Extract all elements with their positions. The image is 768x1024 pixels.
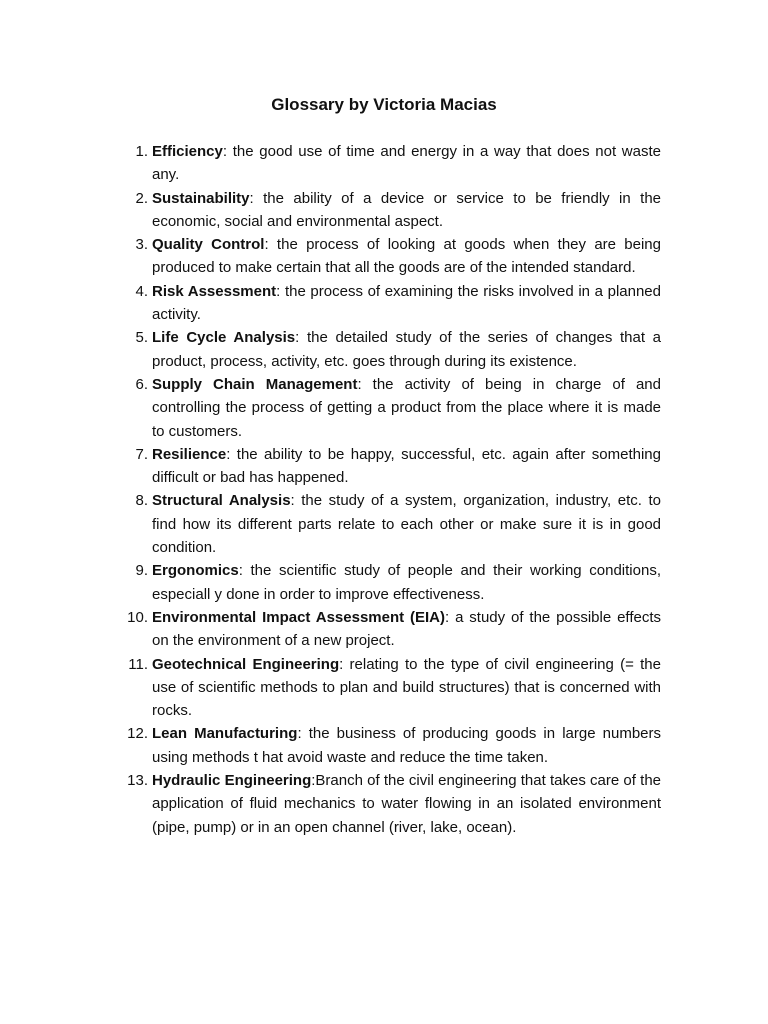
entry-term: Supply Chain Management [152,375,358,393]
glossary-entry [118,233,661,280]
page-title: Glossary by Victoria Macias [271,95,497,114]
entry-term: Quality Control [152,236,265,254]
entry-number: 7. [135,445,148,463]
glossary-entry [118,489,661,559]
entry-definition: : relating to the type of civil engineering (= the use of scientific methods to plan and build structures) that is concerned with rocks. [152,655,661,720]
entry-term: Environmental Impact Assessment (EIA) [152,608,446,626]
entry-term: Resilience [152,445,227,463]
entry-definition: :Branch of the civil engineering that takes care of the application of fluid mechanics to water flowing in an isolated environment (pipe, pump) or in an open channel (river, lake, ocean). [152,772,662,836]
entry-number: 10. [127,608,148,626]
entry-number: 4. [135,282,148,300]
entry-number: 8. [135,492,148,510]
entry-term: Lean Manufacturing [152,725,298,743]
entry-term: Hydraulic Engineering [152,772,312,790]
entry-term: Life Cycle Analysis [152,329,296,347]
entry-term: Geotechnical Engineering [152,655,340,673]
entry-number: 3. [135,236,148,254]
entry-definition: : the process of examining the risks involved in a planned activity. [152,282,661,324]
entry-term: Ergonomics [152,562,239,580]
entry-term: Efficiency [152,143,223,160]
entry-number: 2. [135,189,148,207]
glossary-entry [118,280,661,327]
glossary-entry [118,373,661,443]
entry-number: 9. [135,562,148,580]
entry-term: Risk Assessment [152,282,277,300]
entry-number: 1. [135,143,148,160]
entry-number: 6. [135,375,148,393]
glossary-entry [118,769,661,839]
entry-number: 13. [127,772,148,790]
entry-definition: : the activity of being in charge of and controlling the process of getting a product from the place where it is made to customers. [152,375,661,440]
entry-definition: : the ability of a device or service to be friendly in the economic, social and environmental aspect. [152,189,661,230]
glossary-entry [118,722,661,769]
entry-definition: : the scientific study of people and their working conditions, especiall y done in order to improve effectiveness. [152,562,661,603]
entry-number: 11. [128,655,148,673]
glossary-entry [118,140,661,187]
glossary-list [118,140,661,839]
entry-definition: : a study of the possible effects on the environment of a new project. [152,608,661,650]
entry-definition: : the good use of time and energy in a way that does not waste any. [152,143,661,184]
entry-definition: : the process of looking at goods when they are being produced to make certain that all the goods are of the intended standard. [152,236,661,277]
entry-definition: : the business of producing goods in large numbers using methods t hat avoid waste and reduce the time taken. [152,725,661,766]
glossary-entry [118,187,661,234]
glossary-entry [118,326,661,373]
glossary-entry [118,559,661,606]
glossary-entry [118,606,661,653]
glossary-entry [118,653,661,723]
entry-definition: : the detailed study of the series of changes that a product, process, activity, etc. goes through during its existence. [152,329,661,370]
entry-term: Sustainability [152,189,250,207]
entry-definition: : the ability to be happy, successful, etc. again after something difficult or bad has happened. [152,445,661,487]
entry-number: 12. [127,725,148,743]
glossary-entry [118,443,661,490]
entry-definition: : the study of a system, organization, industry, etc. to find how its different parts relate to each other or make sure it is in good condition. [152,492,661,557]
entry-number: 5. [135,329,148,347]
entry-term: Structural Analysis [152,492,291,510]
